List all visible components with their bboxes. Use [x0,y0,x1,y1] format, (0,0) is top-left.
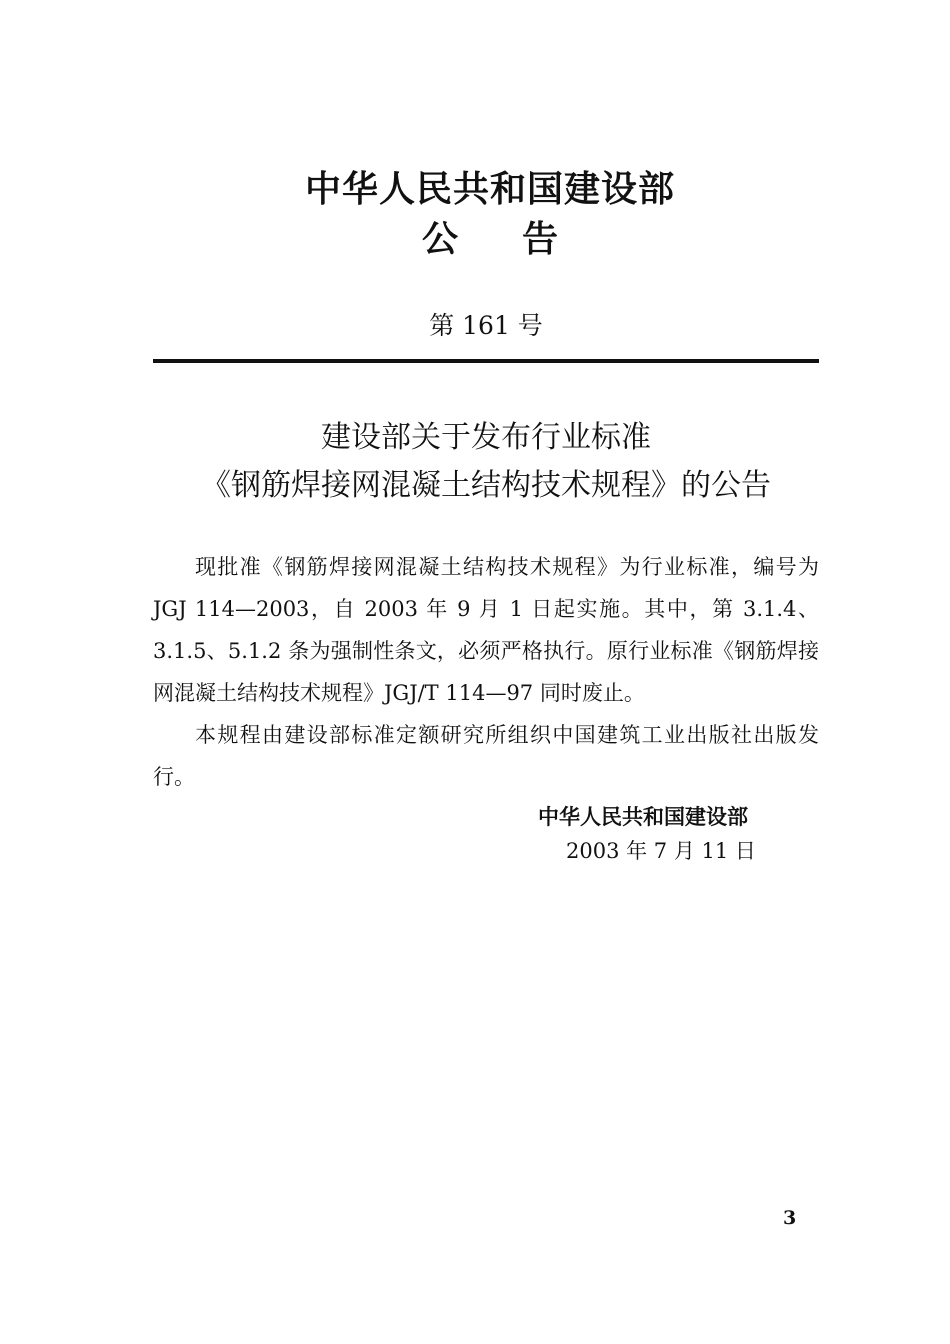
document-number: 第 161 号 [429,311,543,340]
issuer-title: 中华人民共和国建设部 [304,169,675,210]
announcement-heading-line-1: 建设部关于发布行业标准 [321,420,651,455]
document-type-char-1: 公 [421,219,458,260]
document-type-title [0,216,950,264]
signature-block [538,800,778,868]
announcement-heading-line-2: 《钢筋焊接网混凝土结构技术规程》的公告 [201,468,771,503]
document-type-char-2: 告 [522,219,559,260]
page-number: 3 [783,1207,797,1229]
signature-date: 2003 年 7 月 11 日 [566,839,756,863]
announcement-body [153,546,819,798]
header-divider [153,359,819,363]
body-paragraph-2: 本规程由建设部标准定额研究所组织中国建筑工业出版社出版发行。 [153,723,819,789]
body-paragraph-1: 现批准《钢筋焊接网混凝土结构技术规程》为行业标准，编号为 JGJ 114—2003，自 2003 年 9 月 1 日起实施。其中，第 3.1.4、3.1.5、5.1.2 条为强制性条文，必须严格执行。原行业标准《钢筋焊接网混凝土结构技术规程》JGJ/T 114—97 同时废止。 [153,555,819,705]
signature-org: 中华人民共和国建设部 [538,805,748,829]
